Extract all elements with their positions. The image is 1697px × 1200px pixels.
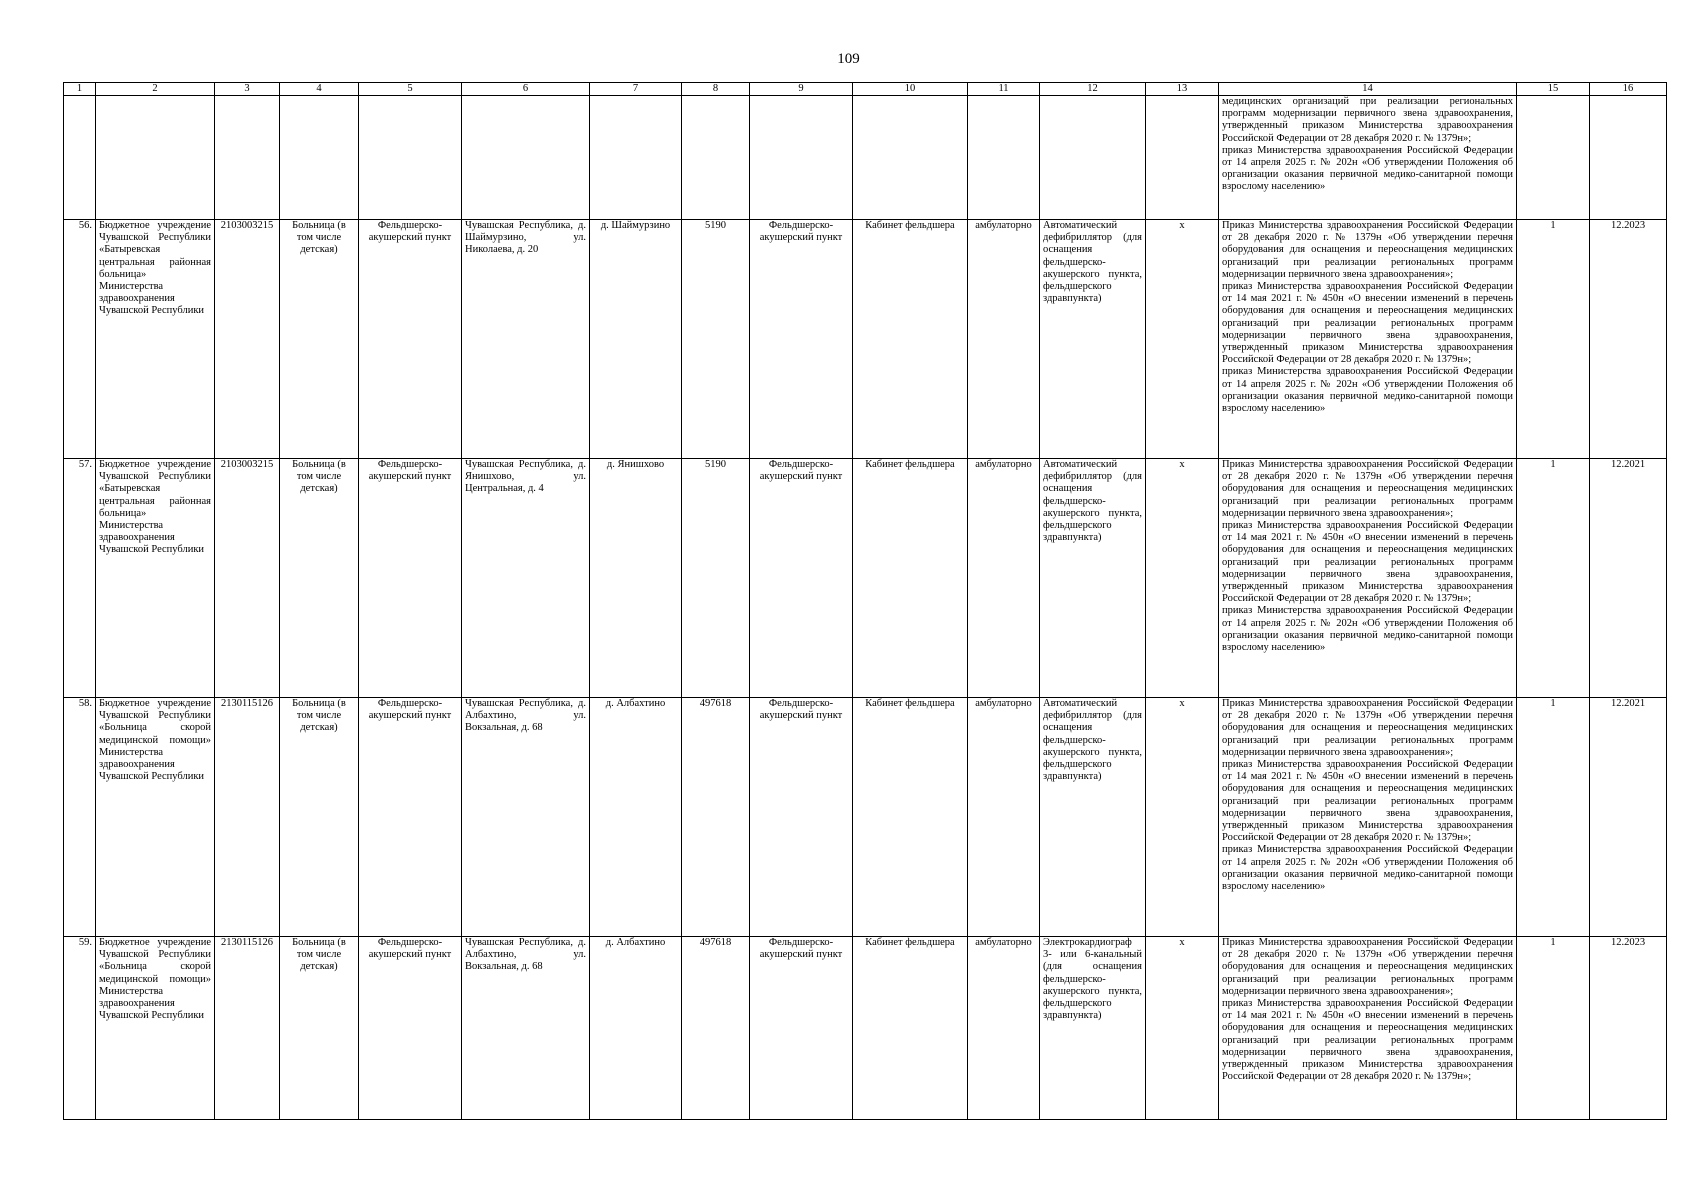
column-number: 1	[64, 83, 96, 96]
organization-name: Бюджетное учреждение Чувашской Республики «Больница скорой медицинской помощи» Министерства здравоохранения Чувашской Республики	[96, 698, 215, 937]
organization-name: Бюджетное учреждение Чувашской Республики «Батыревская центральная районная больница» Министерства здравоохранения Чувашской Республики	[96, 220, 215, 459]
cabinet: Кабинет фельдшера	[853, 220, 968, 459]
population: 497618	[682, 937, 750, 1120]
organization-name: Бюджетное учреждение Чувашской Республики «Батыревская центральная районная больница» Министерства здравоохранения Чувашской Республики	[96, 459, 215, 698]
settlement: д. Албахтино	[590, 937, 682, 1120]
legal-basis-cell	[1219, 698, 1517, 937]
inn: 2130115126	[215, 698, 280, 937]
cabinet: Кабинет фельдшера	[853, 698, 968, 937]
column-number: 7	[590, 83, 682, 96]
date: 12.2023	[1590, 937, 1667, 1120]
legal-basis-line: Приказ Министерства здравоохранения Российской Федерации от 28 декабря 2020 г. № 1379н «Об утверждении перечня оборудования для оснащения и переоснащения медицинских организаций при реализации региональных программ модернизации первичного звена здравоохранения»;	[1222, 937, 1513, 997]
column-number: 2	[96, 83, 215, 96]
column-number: 5	[359, 83, 462, 96]
settlement: д. Шаймурзино	[590, 220, 682, 459]
legal-basis-cell	[1219, 459, 1517, 698]
division: Фельдшерско-акушерский пункт	[750, 220, 853, 459]
division: Фельдшерско-акушерский пункт	[750, 459, 853, 698]
facility-type: Больница (в том числе детская)	[280, 459, 359, 698]
cabinet: Кабинет фельдшера	[853, 937, 968, 1120]
column-number: 10	[853, 83, 968, 96]
col13-mark: x	[1146, 459, 1219, 698]
legal-basis-line: приказ Министерства здравоохранения Российской Федерации от 14 апреля 2025 г. № 202н «Об утверждении Положения об организации оказания первичной медико-санитарной помощи взрослому населению»	[1222, 605, 1513, 654]
legal-basis-line: приказ Министерства здравоохранения Российской Федерации от 14 мая 2021 г. № 450н «О внесении изменений в перечень оборудования для оснащения и переоснащения медицинских организаций при реализации региональных программ модернизации первичного звена здравоохранения, утвержденный приказом Министерства здравоохранения Российской Федерации от 28 декабря 2020 г. № 1379н»;	[1222, 998, 1513, 1083]
equipment-name: Автоматический дефибриллятор (для оснащения фельдшерско-акушерского пункта, фельдшерского здравпункта)	[1040, 459, 1146, 698]
structural-unit: Фельдшерско-акушерский пункт	[359, 220, 462, 459]
quantity: 1	[1517, 698, 1590, 937]
column-number: 13	[1146, 83, 1219, 96]
equipment-name: Автоматический дефибриллятор (для оснащения фельдшерско-акушерского пункта, фельдшерского здравпункта)	[1040, 698, 1146, 937]
legal-basis-cell	[1219, 937, 1517, 1120]
structural-unit: Фельдшерско-акушерский пункт	[359, 698, 462, 937]
inn: 2103003215	[215, 220, 280, 459]
table-row-continuation	[64, 96, 1667, 220]
legal-basis-cell	[1219, 96, 1517, 220]
col13-mark: x	[1146, 698, 1219, 937]
care-condition: амбулаторно	[968, 220, 1040, 459]
division: Фельдшерско-акушерский пункт	[750, 937, 853, 1120]
column-number: 9	[750, 83, 853, 96]
column-number: 14	[1219, 83, 1517, 96]
date: 12.2021	[1590, 698, 1667, 937]
column-number: 8	[682, 83, 750, 96]
equipment-register-table	[63, 82, 1667, 1120]
care-condition: амбулаторно	[968, 459, 1040, 698]
table-row	[64, 459, 1667, 698]
cabinet: Кабинет фельдшера	[853, 459, 968, 698]
address: Чувашская Республика, д. Янишхово, ул. Центральная, д. 4	[462, 459, 590, 698]
legal-basis-line: приказ Министерства здравоохранения Российской Федерации от 14 апреля 2025 г. № 202н «Об утверждении Положения об организации оказания первичной медико-санитарной помощи взрослому населению»	[1222, 844, 1513, 893]
column-number: 3	[215, 83, 280, 96]
column-number: 11	[968, 83, 1040, 96]
inn: 2130115126	[215, 937, 280, 1120]
settlement: д. Янишхово	[590, 459, 682, 698]
row-number: 56.	[64, 220, 96, 459]
structural-unit: Фельдшерско-акушерский пункт	[359, 937, 462, 1120]
legal-basis-line: Приказ Министерства здравоохранения Российской Федерации от 28 декабря 2020 г. № 1379н «Об утверждении перечня оборудования для оснащения и переоснащения медицинских организаций при реализации региональных программ модернизации первичного звена здравоохранения»;	[1222, 698, 1513, 758]
address: Чувашская Республика, д. Албахтино, ул. Вокзальная, д. 68	[462, 698, 590, 937]
date: 12.2023	[1590, 220, 1667, 459]
table-row	[64, 220, 1667, 459]
quantity: 1	[1517, 937, 1590, 1120]
legal-basis-line: приказ Министерства здравоохранения Российской Федерации от 14 мая 2021 г. № 450н «О внесении изменений в перечень оборудования для оснащения и переоснащения медицинских организаций при реализации региональных программ модернизации первичного звена здравоохранения, утвержденный приказом Министерства здравоохранения Российской Федерации от 28 декабря 2020 г. № 1379н»;	[1222, 520, 1513, 605]
legal-basis-line: приказ Министерства здравоохранения Российской Федерации от 14 мая 2021 г. № 450н «О внесении изменений в перечень оборудования для оснащения и переоснащения медицинских организаций при реализации региональных программ модернизации первичного звена здравоохранения, утвержденный приказом Министерства здравоохранения Российской Федерации от 28 декабря 2020 г. № 1379н»;	[1222, 759, 1513, 844]
column-number: 16	[1590, 83, 1667, 96]
division: Фельдшерско-акушерский пункт	[750, 698, 853, 937]
row-number: 58.	[64, 698, 96, 937]
equipment-name: Автоматический дефибриллятор (для оснащения фельдшерско-акушерского пункта, фельдшерского здравпункта)	[1040, 220, 1146, 459]
legal-basis-line: медицинских организаций при реализации региональных программ модернизации первичного звена здравоохранения, утвержденный приказом Министерства здравоохранения Российской Федерации от 28 декабря 2020 г. № 1379н»;	[1222, 96, 1513, 144]
date: 12.2021	[1590, 459, 1667, 698]
legal-basis-line: Приказ Министерства здравоохранения Российской Федерации от 28 декабря 2020 г. № 1379н «Об утверждении перечня оборудования для оснащения и переоснащения медицинских организаций при реализации региональных программ модернизации первичного звена здравоохранения»;	[1222, 459, 1513, 519]
col13-mark: x	[1146, 220, 1219, 459]
care-condition: амбулаторно	[968, 698, 1040, 937]
equipment-name: Электрокардиограф 3- или 6-канальный (для оснащения фельдшерско-акушерского пункта, фельдшерского здравпункта)	[1040, 937, 1146, 1120]
population: 5190	[682, 459, 750, 698]
legal-basis-line: приказ Министерства здравоохранения Российской Федерации от 14 апреля 2025 г. № 202н «Об утверждении Положения об организации оказания первичной медико-санитарной помощи взрослому населению»	[1222, 144, 1513, 193]
legal-basis-line: Приказ Министерства здравоохранения Российской Федерации от 28 декабря 2020 г. № 1379н «Об утверждении перечня оборудования для оснащения и переоснащения медицинских организаций при реализации региональных программ модернизации первичного звена здравоохранения»;	[1222, 220, 1513, 280]
column-number: 6	[462, 83, 590, 96]
table-row	[64, 698, 1667, 937]
column-number-row	[64, 83, 1667, 96]
inn: 2103003215	[215, 459, 280, 698]
row-number: 59.	[64, 937, 96, 1120]
address: Чувашская Республика, д. Шаймурзино, ул. Николаева, д. 20	[462, 220, 590, 459]
population: 5190	[682, 220, 750, 459]
quantity: 1	[1517, 459, 1590, 698]
quantity: 1	[1517, 220, 1590, 459]
organization-name: Бюджетное учреждение Чувашской Республики «Больница скорой медицинской помощи» Министерства здравоохранения Чувашской Республики	[96, 937, 215, 1120]
legal-basis-cell	[1219, 220, 1517, 459]
structural-unit: Фельдшерско-акушерский пункт	[359, 459, 462, 698]
column-number: 12	[1040, 83, 1146, 96]
care-condition: амбулаторно	[968, 937, 1040, 1120]
table-row	[64, 937, 1667, 1120]
column-number: 4	[280, 83, 359, 96]
settlement: д. Албахтино	[590, 698, 682, 937]
column-number: 15	[1517, 83, 1590, 96]
facility-type: Больница (в том числе детская)	[280, 220, 359, 459]
row-number: 57.	[64, 459, 96, 698]
facility-type: Больница (в том числе детская)	[280, 937, 359, 1120]
address: Чувашская Республика, д. Албахтино, ул. Вокзальная, д. 68	[462, 937, 590, 1120]
facility-type: Больница (в том числе детская)	[280, 698, 359, 937]
col13-mark: x	[1146, 937, 1219, 1120]
page-number: 109	[837, 51, 860, 67]
legal-basis-line: приказ Министерства здравоохранения Российской Федерации от 14 мая 2021 г. № 450н «О внесении изменений в перечень оборудования для оснащения и переоснащения медицинских организаций при реализации региональных программ модернизации первичного звена здравоохранения, утвержденный приказом Министерства здравоохранения Российской Федерации от 28 декабря 2020 г. № 1379н»;	[1222, 281, 1513, 366]
legal-basis-line: приказ Министерства здравоохранения Российской Федерации от 14 апреля 2025 г. № 202н «Об утверждении Положения об организации оказания первичной медико-санитарной помощи взрослому населению»	[1222, 366, 1513, 415]
population: 497618	[682, 698, 750, 937]
